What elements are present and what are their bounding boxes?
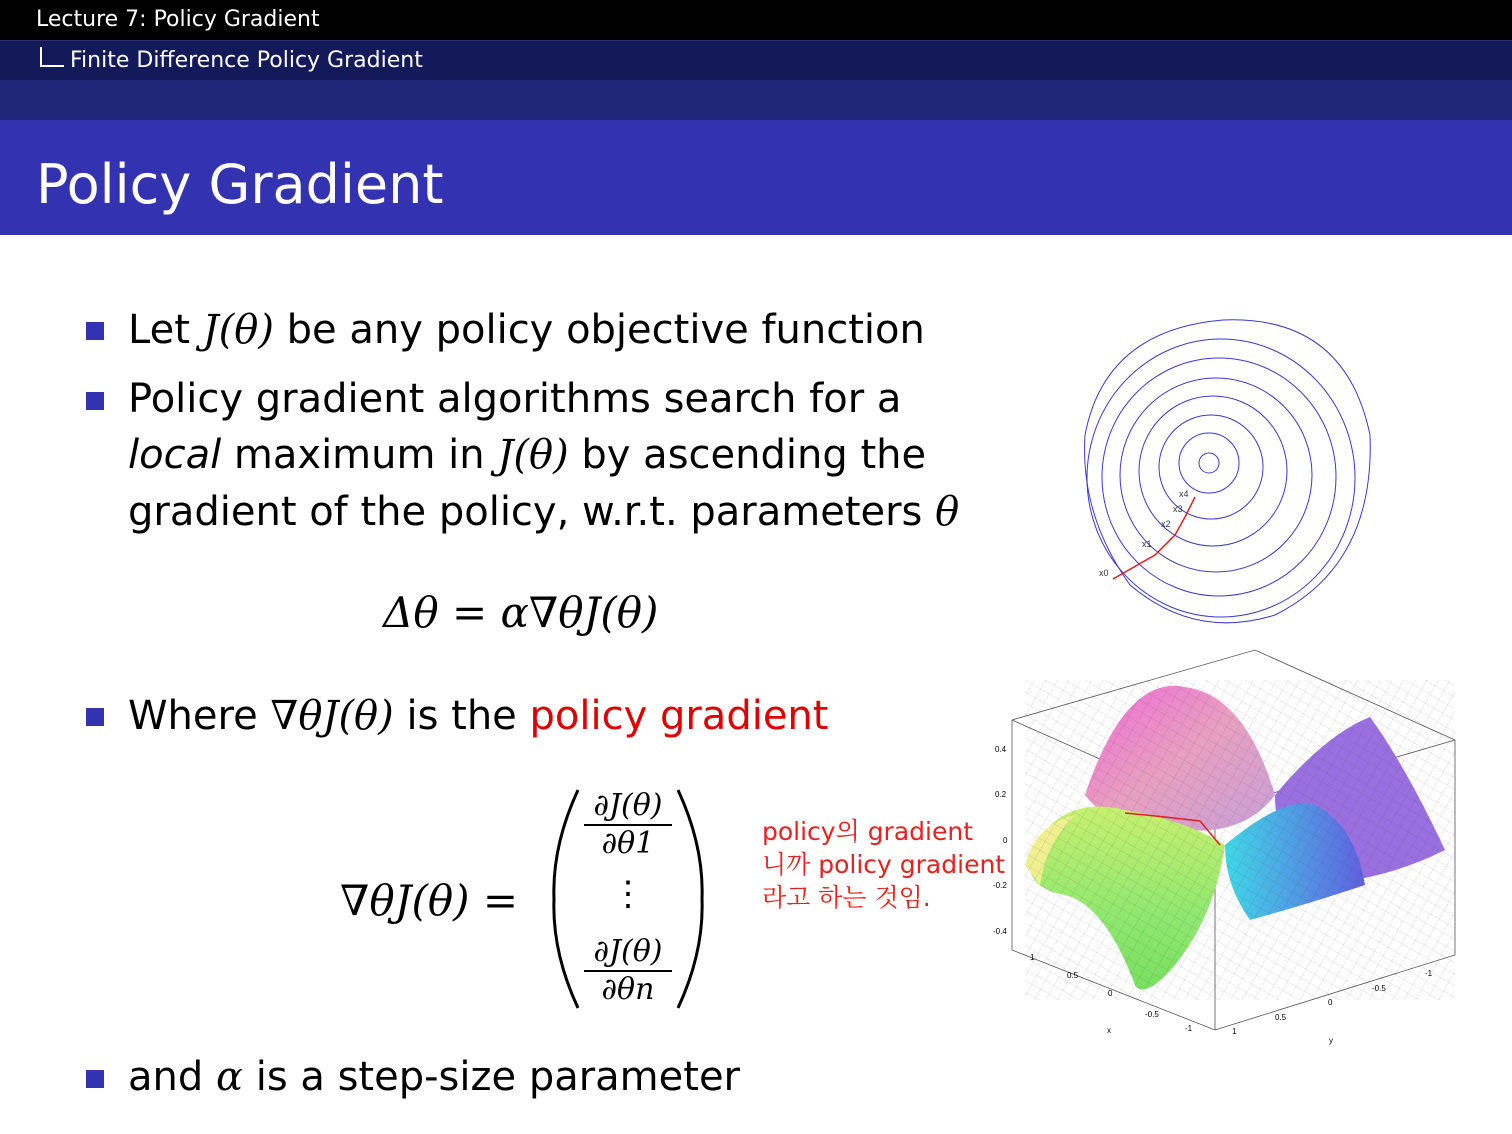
fraction-top-denominator: ∂θ1 [601,826,655,861]
label-x1: x1 [1142,539,1152,549]
y-tick: 1 [1232,1027,1237,1036]
slide-title: Policy Gradient [36,153,444,216]
korean-annotation [762,815,1005,914]
x-tick: 0.5 [1067,971,1079,980]
bullet-1-math: J(θ) [202,307,274,353]
gradient-lhs [340,876,518,925]
gradient-lhs-text: ∇θJ(θ) = [340,876,519,925]
header-lecture-bar [0,0,1512,40]
fraction-bottom-numerator: ∂J(θ) [584,934,672,972]
bullet-2-local: local [128,432,222,478]
bullet-3 [128,688,828,745]
annotation-line-2: 니까 policy gradient [762,850,1006,879]
fraction-top-numerator: ∂J(θ) [584,788,672,826]
header-section-title: Finite Difference Policy Gradient [70,48,423,73]
bullet-2-theta: θ [935,489,960,535]
bullet-4-text: and [128,1054,216,1100]
z-tick: 0.4 [995,745,1007,754]
z-tick: 0 [1003,836,1008,845]
label-x4: x4 [1179,489,1189,499]
y-axis-label: y [1329,1036,1333,1045]
bullet-2-math: J(θ) [497,432,569,478]
x-tick: -0.5 [1145,1010,1159,1019]
bullet-marker [86,1070,104,1088]
contour-lines [1085,320,1371,623]
z-tick: 0.2 [995,790,1007,799]
header-spacer-bar [0,80,1512,120]
bullet-2-text-end: by ascending the [568,432,927,478]
x-tick: 1 [1030,953,1035,962]
header-section-bar [0,40,1512,81]
bullet-2-line-3-text: gradient of the policy, w.r.t. parameters [128,489,936,535]
bullet-3-math: ∇θJ(θ) [270,693,394,739]
right-paren [678,790,702,1008]
bullet-1-text: Let [128,307,203,353]
label-x3: x3 [1173,504,1183,514]
y-tick: 0 [1328,998,1333,1007]
y-tick: 0.5 [1275,1013,1287,1022]
bullet-1 [128,302,925,359]
bullet-2-line-1: Policy gradient algorithms search for a [128,376,902,422]
bullet-2-text: maximum in [221,432,498,478]
bullet-2-line-2 [128,427,926,484]
policy-gradient-highlight: policy gradient [529,693,829,739]
bullet-3-text-mid: is the [393,693,530,739]
bullet-4 [128,1049,740,1106]
label-x0: x0 [1099,568,1109,578]
vdots: ⋮ [611,874,645,914]
surface-mesh [1025,680,1455,1000]
bullet-3-text: Where [128,693,271,739]
annotation-line-1: policy의 gradient [762,817,974,846]
tree-corner-icon [40,47,64,67]
z-tick: -0.4 [993,927,1007,936]
y-tick: -1 [1425,969,1433,978]
bullet-marker [86,322,104,340]
x-tick: -1 [1185,1024,1193,1033]
label-x2: x2 [1161,519,1171,529]
surface-plot-figure [985,645,1460,1050]
fraction-bottom-denominator: ∂θn [601,972,655,1007]
update-equation [383,588,658,637]
contour-plot-figure [1075,315,1380,637]
header-lecture-title: Lecture 7: Policy Gradient [36,7,320,32]
x-axis-label: x [1107,1026,1111,1035]
bullet-4-text-end: is a step-size parameter [242,1054,740,1100]
fraction-bottom [584,934,672,1008]
z-tick: -0.2 [993,881,1007,890]
bullet-2-line-3 [128,484,959,541]
gradient-ascent-path [1113,497,1195,579]
left-paren [554,790,578,1008]
bullet-marker [86,708,104,726]
bullet-1-text-end: be any policy objective function [273,307,925,353]
update-equation-text: Δθ = α∇θJ(θ) [383,588,659,637]
y-tick: -0.5 [1372,984,1386,993]
fraction-top [584,788,672,862]
bullet-marker [86,392,104,410]
bullet-4-alpha: α [215,1054,243,1100]
annotation-line-3: 라고 하는 것임. [762,883,931,912]
x-tick: 0 [1108,989,1113,998]
